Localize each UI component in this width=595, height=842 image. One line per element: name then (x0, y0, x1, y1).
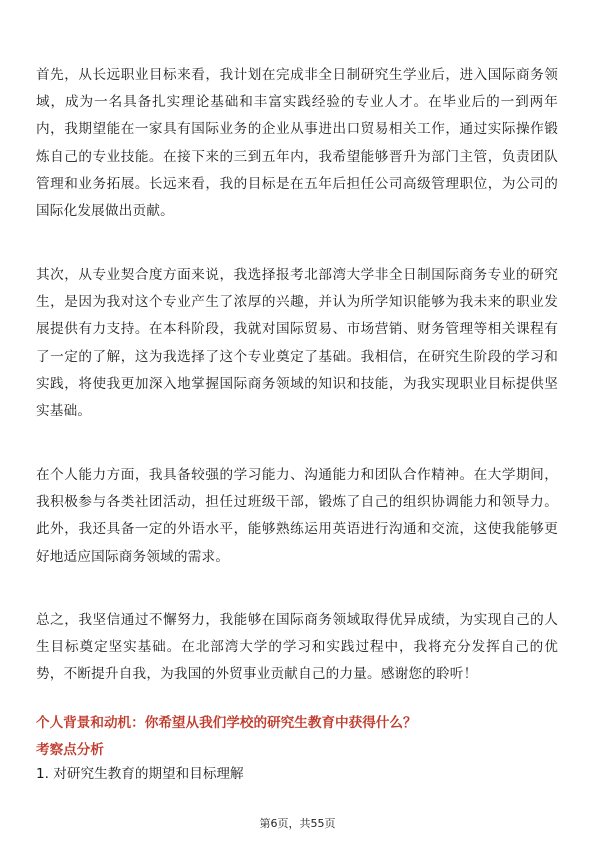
paragraph-career-goals: 首先，从长远职业目标来看，我计划在完成非全日制研究生学业后，进入国际商务领域，成为一名具备扎实理论基础和丰富实践经验的专业人才。在毕业后的一到两年内，我期望能在一家具有国际业务的企业从事进出口贸易相关工作，通过实际操作锻炼自己的专业技能。在接下来的三到五年内，我希望能够晋升为部门主管，负责团队管理和业务拓展。长远来看，我的目标是在五年后担任公司高级管理职位，为公司的国际化发展做出贡献。 (36, 67, 558, 220)
question-heading: 个人背景和动机：你希望从我们学校的研究生教育中获得什么？ (36, 715, 417, 731)
analysis-heading: 考察点分析 (36, 742, 104, 758)
paragraph-conclusion: 总之，我坚信通过不懈努力，我能够在国际商务领域取得优异成绩，为实现自己的人生目标奠定坚实基础。在北部湾大学的学习和实践过程中，我将充分发挥自己的优势，不断提升自我，为我国的外贸事业贡献自己的力量。感谢您的聆听！ (36, 612, 558, 683)
paragraph-personal-ability: 在个人能力方面，我具备较强的学习能力、沟通能力和团队合作精神。在大学期间，我积极参与各类社团活动，担任过班级干部，锻炼了自己的组织协调能力和领导力。此外，我还具备一定的外语水平，能够熟练运用英语进行沟通和交流，这使我能够更好地适应国际商务领域的需求。 (36, 467, 558, 565)
page-footer: 第6页，共55页 (259, 817, 336, 830)
paragraph-major-fit: 其次，从专业契合度方面来说，我选择报考北部湾大学非全日制国际商务专业的研究生，是因为我对这个专业产生了浓厚的兴趣，并认为所学知识能够为我未来的职业发展提供有力支持。在本科阶段，我就对国际贸易、市场营销、财务管理等相关课程有了一定的了解，这为我选择了这个专业奠定了基础。我相信，在研究生阶段的学习和实践，将使我更加深入地掌握国际商务领域的知识和技能，为我实现职业目标提供坚实基础。 (36, 267, 558, 420)
list-item: 1. 对研究生教育的期望和目标理解 (36, 766, 244, 782)
